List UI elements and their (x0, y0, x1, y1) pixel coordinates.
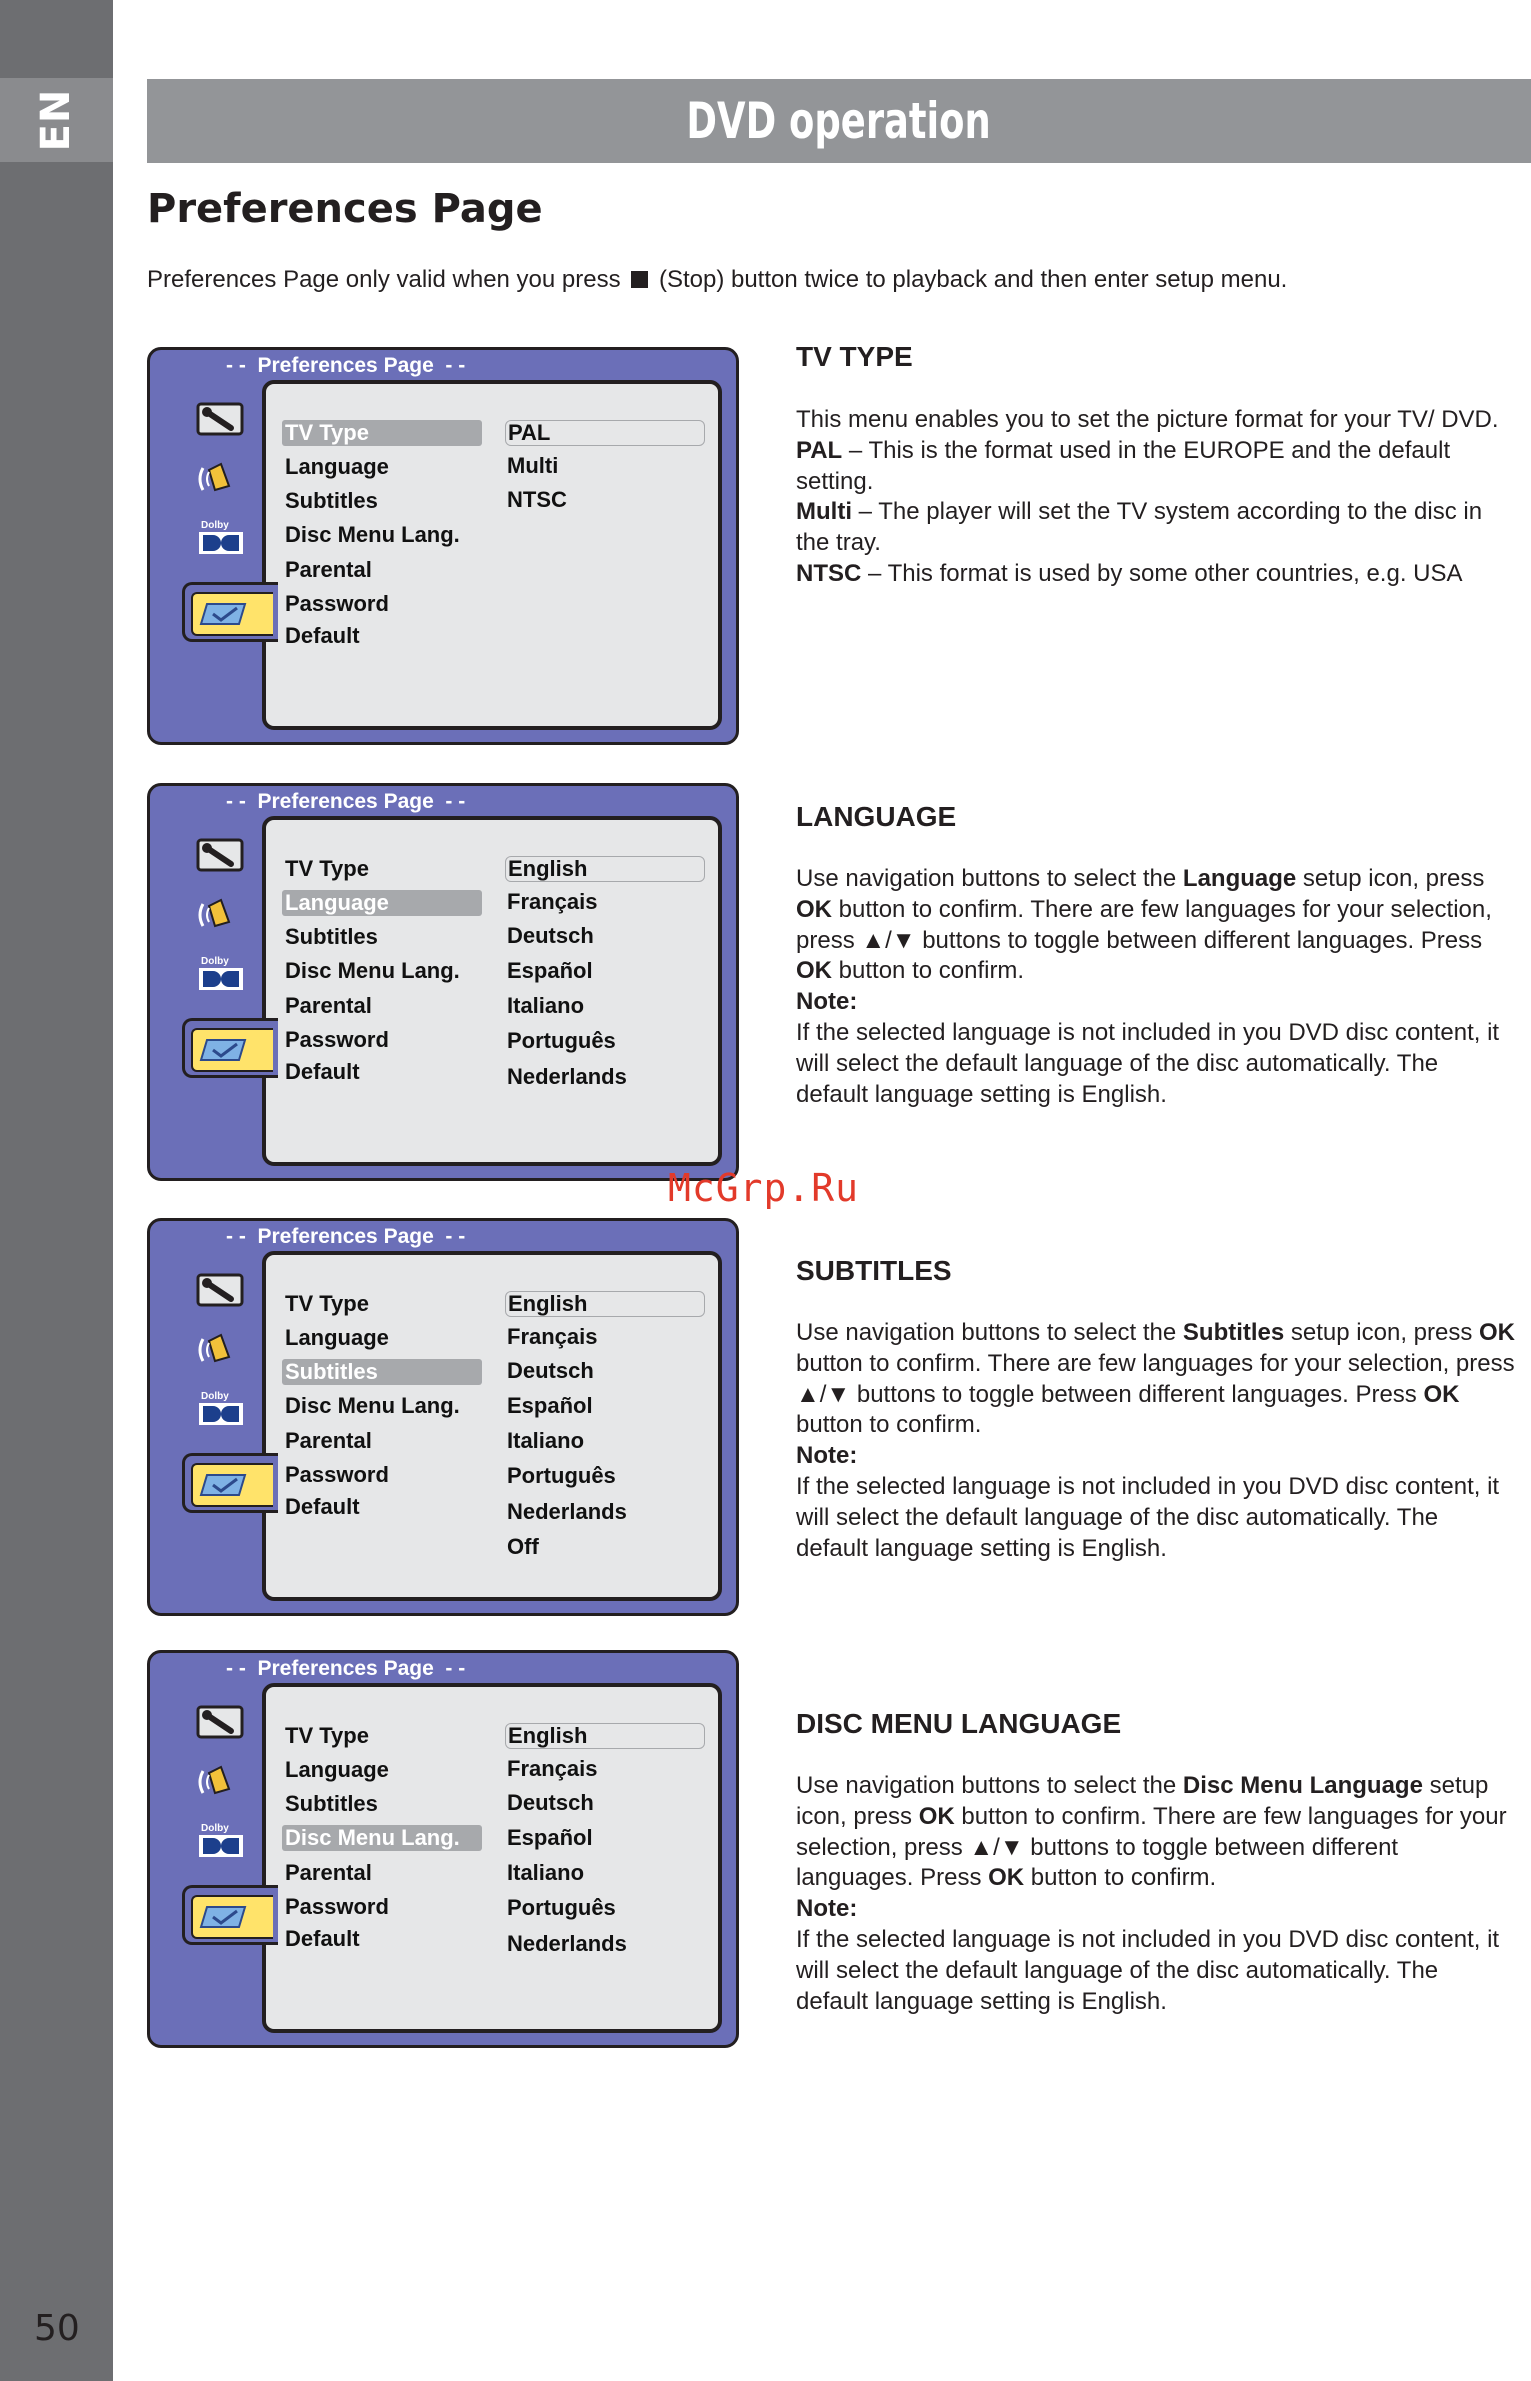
osd-option: Português (507, 1895, 616, 1920)
osd-menu-item: Parental (285, 557, 372, 582)
osd-option: Español (507, 1393, 593, 1418)
setup-wrench-icon (195, 1701, 247, 1743)
section-heading-disc-menu: DISC MENU LANGUAGE (796, 1708, 1122, 1739)
osd-title: - - Preferences Page - - (226, 354, 466, 377)
chapter-banner (147, 79, 1531, 163)
osd-menu-item: Language (285, 1757, 389, 1782)
osd-menu-item: TV Type (285, 1723, 369, 1748)
stop-icon (631, 271, 648, 288)
dolby-icon (195, 954, 247, 996)
multi-description: – The player will set the TV system according to the disc in the tray. (796, 498, 1483, 557)
osd-menu-item: Subtitles (282, 1359, 482, 1385)
osd-menu-item: Parental (285, 1428, 372, 1453)
intro-after: (Stop) button twice to playback and then enter setup menu. (658, 266, 1288, 293)
section-body-subtitles (796, 1318, 1516, 1564)
osd-menu-item: Subtitles (285, 1791, 378, 1816)
preferences-icon-selected (182, 1018, 278, 1078)
osd-option: Français (507, 1756, 598, 1781)
subtitles-note-text: If the selected language is not included in you DVD disc content, it will select the default language of the disc automatically. The default language setting is English. (796, 1472, 1500, 1562)
page-number: 50 (34, 2308, 80, 2349)
osd-option: Nederlands (507, 1064, 627, 1089)
svg-text:Dolby: Dolby (201, 1391, 229, 1402)
section-body-language (796, 864, 1516, 1110)
disc-menu-note-label: Note: (796, 1895, 858, 1923)
preferences-check-icon (191, 1895, 273, 1939)
intro-before: Preferences Page only valid when you press (147, 266, 621, 293)
osd-menu-item: Password (285, 1462, 389, 1487)
osd-menu-item: Password (285, 1027, 389, 1052)
osd-option: Français (507, 889, 598, 914)
language-code: EN (33, 88, 79, 152)
preferences-icon-selected (182, 582, 278, 642)
osd-menu-item: Default (285, 1926, 360, 1951)
tv-type-multi (796, 497, 1516, 559)
svg-text:Dolby: Dolby (201, 520, 229, 531)
ntsc-description: – This format is used by some other countries, e.g. USA (861, 559, 1463, 587)
audio-speaker-icon (195, 458, 247, 500)
section-body-disc-menu (796, 1771, 1516, 2017)
dolby-icon (195, 518, 247, 560)
language-note-label: Note: (796, 988, 858, 1016)
setup-wrench-icon (195, 834, 247, 876)
intro-text (147, 266, 1287, 294)
term-multi: Multi (796, 498, 852, 526)
osd-screen-4 (147, 1650, 739, 2048)
audio-speaker-icon (195, 1329, 247, 1371)
section-heading-subtitles: SUBTITLES (796, 1255, 952, 1286)
osd-option: Italiano (507, 1428, 585, 1453)
osd-option: Deutsch (507, 1358, 594, 1383)
osd-screen-1 (147, 347, 739, 745)
tv-type-ntsc (796, 559, 1516, 590)
osd-option: Français (507, 1324, 598, 1349)
term-ntsc: NTSC (796, 559, 862, 587)
osd-option: English (505, 856, 705, 882)
osd-menu-item: Disc Menu Lang. (282, 1825, 482, 1851)
osd-title: - - Preferences Page - - (226, 790, 466, 813)
preferences-check-icon (191, 1463, 273, 1507)
disc-menu-instructions: Use navigation buttons to select the Disc Menu Language setup icon, press OK button to confirm. There are few languages for your selection, press ▲/▼ buttons to toggle between different languages. Press OK button to confirm. (796, 1772, 1507, 1892)
language-tab (0, 78, 113, 162)
osd-menu-item: TV Type (285, 1291, 369, 1316)
osd-menu-item: Password (285, 591, 389, 616)
osd-option: Nederlands (507, 1931, 627, 1956)
osd-menu-item: Default (285, 1494, 360, 1519)
tv-type-pal (796, 436, 1516, 498)
osd-option: Deutsch (507, 923, 594, 948)
osd-menu-item: Language (285, 1325, 389, 1350)
preferences-icon-selected (182, 1885, 278, 1945)
osd-option: Italiano (507, 993, 585, 1018)
osd-menu-item: Disc Menu Lang. (285, 1393, 460, 1418)
setup-wrench-icon (195, 1269, 247, 1311)
osd-option: Português (507, 1028, 616, 1053)
svg-text:Dolby: Dolby (201, 956, 229, 967)
term-pal: PAL (796, 436, 843, 464)
subtitles-note-label: Note: (796, 1442, 858, 1470)
osd-option: PAL (505, 420, 705, 446)
audio-speaker-icon (195, 894, 247, 936)
osd-option: Deutsch (507, 1790, 594, 1815)
osd-menu-item: Default (285, 623, 360, 648)
osd-option: Español (507, 958, 593, 983)
osd-option: NTSC (507, 487, 567, 512)
setup-wrench-icon (195, 398, 247, 440)
osd-menu-item: Default (285, 1059, 360, 1084)
dolby-icon (195, 1821, 247, 1863)
language-note-text: If the selected language is not included in you DVD disc content, it will select the default language of the disc automatically. The default language setting is English. (796, 1018, 1500, 1108)
language-instructions: Use navigation buttons to select the Language setup icon, press OK button to confirm. There are few languages for your selection, press ▲/▼ buttons to toggle between different languages. Press OK button to confirm. (796, 865, 1492, 985)
preferences-check-icon (191, 592, 273, 636)
osd-option: Off (507, 1534, 539, 1559)
osd-menu-item: TV Type (285, 856, 369, 881)
osd-menu-item: Parental (285, 993, 372, 1018)
osd-option: Italiano (507, 1860, 585, 1885)
tv-type-intro: This menu enables you to set the picture format for your TV/ DVD. (796, 406, 1499, 433)
preferences-icon-selected (182, 1453, 278, 1513)
osd-option: Español (507, 1825, 593, 1850)
osd-menu-item: Disc Menu Lang. (285, 522, 460, 547)
audio-speaker-icon (195, 1761, 247, 1803)
section-heading-tv-type: TV TYPE (796, 341, 913, 372)
dolby-icon (195, 1389, 247, 1431)
page-heading: Preferences Page (147, 186, 543, 232)
pal-description: – This is the format used in the EUROPE and the default setting. (796, 436, 1451, 495)
osd-menu-item: Subtitles (285, 488, 378, 513)
osd-menu-item: Password (285, 1894, 389, 1919)
disc-menu-note-text: If the selected language is not included in you DVD disc content, it will select the default language of the disc automatically. The default language setting is English. (796, 1925, 1500, 2015)
osd-option: Multi (507, 453, 559, 478)
osd-title: - - Preferences Page - - (226, 1225, 466, 1248)
osd-screen-2 (147, 783, 739, 1181)
watermark: McGrp.Ru (668, 1166, 860, 1210)
osd-menu-item: TV Type (282, 420, 482, 446)
osd-screen-3 (147, 1218, 739, 1616)
chapter-title: DVD operation (686, 92, 992, 150)
osd-option: English (505, 1723, 705, 1749)
left-sidebar-bar (0, 0, 113, 2381)
section-heading-language: LANGUAGE (796, 801, 957, 832)
osd-menu-item: Subtitles (285, 924, 378, 949)
subtitles-instructions: Use navigation buttons to select the Subtitles setup icon, press OK button to confirm. There are few languages for your selection, press ▲/▼ buttons to toggle between different languages. Press OK button to confirm. (796, 1319, 1516, 1439)
section-body-tv-type (796, 405, 1516, 590)
osd-option: Português (507, 1463, 616, 1488)
osd-menu-item: Parental (285, 1860, 372, 1885)
osd-title: - - Preferences Page - - (226, 1657, 466, 1680)
svg-text:Dolby: Dolby (201, 1823, 229, 1834)
osd-menu-item: Language (285, 454, 389, 479)
osd-option: Nederlands (507, 1499, 627, 1524)
osd-option: English (505, 1291, 705, 1317)
osd-menu-item: Disc Menu Lang. (285, 958, 460, 983)
osd-menu-item: Language (282, 890, 482, 916)
preferences-check-icon (191, 1028, 273, 1072)
